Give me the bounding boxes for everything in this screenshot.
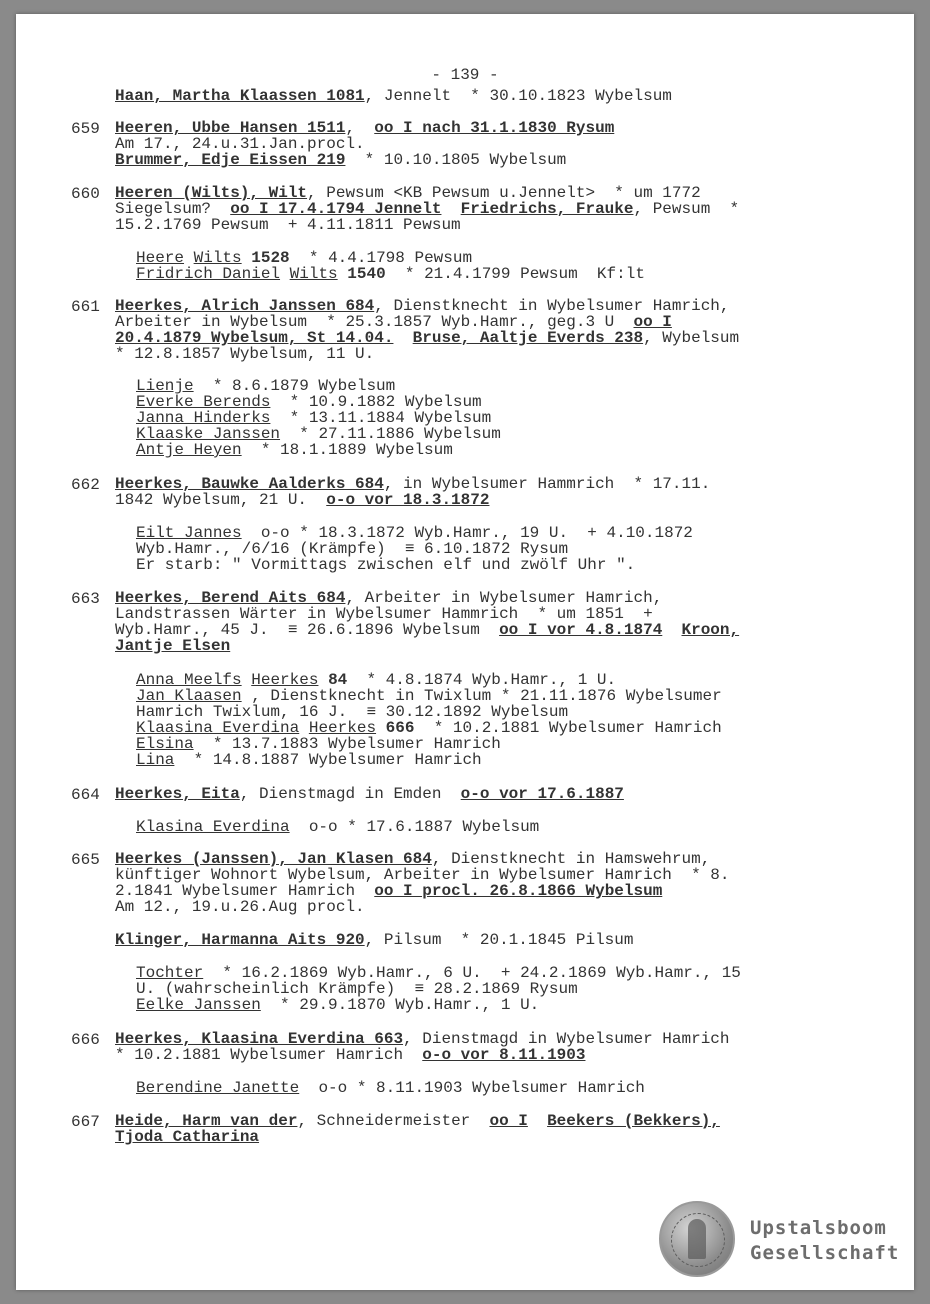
logo-line1: Upstalsboom: [750, 1217, 887, 1239]
entry-line: Everke Berends * 10.9.1882 Wybelsum: [136, 393, 482, 411]
entry-line: Wyb.Hamr., /6/16 (Krämpfe) ≡ 6.10.1872 Rysum: [136, 540, 569, 558]
entry-line: Landstrassen Wärter in Wybelsumer Hammrich * um 1851 +: [115, 605, 653, 623]
entry-line: Jan Klaasen , Dienstknecht in Twixlum * 21.11.1876 Wybelsumer: [136, 687, 722, 705]
entry-line: Am 17., 24.u.31.Jan.procl.: [115, 135, 365, 153]
entry-line: Tjoda Catharina: [115, 1128, 260, 1146]
entry-line: 15.2.1769 Pewsum + 4.11.1811 Pewsum: [115, 216, 461, 234]
entry-number: 659: [71, 120, 100, 138]
entry-line: Am 12., 19.u.26.Aug procl.: [115, 898, 365, 916]
document-page: [16, 14, 914, 1290]
entry-line: Er starb: " Vormittags zwischen elf und zwölf Uhr ".: [136, 556, 636, 574]
entry-line: Berendine Janette o-o * 8.11.1903 Wybelsumer Hamrich: [136, 1079, 645, 1097]
entry-line: Heerkes, Eita, Dienstmagd in Emden o-o vor 17.6.1887: [115, 785, 624, 803]
entry-line: künftiger Wohnort Wybelsum, Arbeiter in Wybelsumer Hamrich * 8.: [115, 866, 730, 884]
entry-line: Heerkes, Alrich Janssen 684, Dienstknecht in Wybelsumer Hamrich,: [115, 297, 730, 315]
entry-number: 662: [71, 476, 100, 494]
entry-line: Jantje Elsen: [115, 637, 231, 655]
entry-line: Heerkes (Janssen), Jan Klasen 684, Dienstknecht in Hamswehrum,: [115, 850, 711, 868]
entry-line: Anna Meelfs Heerkes 84 * 4.8.1874 Wyb.Hamr., 1 U.: [136, 671, 617, 689]
entry-line: Heerkes, Berend Aits 684, Arbeiter in Wybelsumer Hamrich,: [115, 589, 663, 607]
entry-line: U. (wahrscheinlich Krämpfe) ≡ 28.2.1869 Rysum: [136, 980, 578, 998]
entry-line: Eelke Janssen * 29.9.1870 Wyb.Hamr., 1 U.: [136, 996, 540, 1014]
entry-line: * 12.8.1857 Wybelsum, 11 U.: [115, 345, 375, 363]
entry-line: Lienje * 8.6.1879 Wybelsum: [136, 377, 396, 395]
entry-line: Brummer, Edje Eissen 219 * 10.10.1805 Wybelsum: [115, 151, 567, 169]
entry-number: 667: [71, 1113, 100, 1131]
entry-line: Heerkes, Klaasina Everdina 663, Dienstmagd in Wybelsumer Hamrich: [115, 1030, 730, 1048]
entry-line: * 10.2.1881 Wybelsumer Hamrich o-o vor 8.11.1903: [115, 1046, 586, 1064]
page-number: - 139 -: [431, 66, 499, 84]
entry-line: Heeren (Wilts), Wilt, Pewsum <KB Pewsum u.Jennelt> * um 1772: [115, 184, 701, 202]
entry-line: Tochter * 16.2.1869 Wyb.Hamr., 6 U. + 24.2.1869 Wyb.Hamr., 15: [136, 964, 741, 982]
entry-line: Heere Wilts 1528 * 4.4.1798 Pewsum: [136, 249, 473, 267]
entry-line: Antje Heyen * 18.1.1889 Wybelsum: [136, 441, 453, 459]
entry-line: Haan, Martha Klaassen 1081, Jennelt * 30.10.1823 Wybelsum: [115, 87, 672, 105]
entry-line: Hamrich Twixlum, 16 J. ≡ 30.12.1892 Wybelsum: [136, 703, 569, 721]
logo-line2: Gesellschaft: [750, 1242, 900, 1264]
entry-number: 666: [71, 1031, 100, 1049]
entry-line: 2.1841 Wybelsumer Hamrich oo I procl. 26.8.1866 Wybelsum: [115, 882, 663, 900]
entry-line: Klasina Everdina o-o * 17.6.1887 Wybelsum: [136, 818, 540, 836]
entry-line: Heide, Harm van der, Schneidermeister oo I Beekers (Bekkers),: [115, 1112, 720, 1130]
society-seal-icon: [659, 1201, 735, 1277]
entry-number: 665: [71, 851, 100, 869]
entry-number: 664: [71, 786, 100, 804]
entry-line: 20.4.1879 Wybelsum, St 14.04. Bruse, Aaltje Everds 238, Wybelsum: [115, 329, 740, 347]
entry-line: Elsina * 13.7.1883 Wybelsumer Hamrich: [136, 735, 501, 753]
entry-line: Janna Hinderks * 13.11.1884 Wybelsum: [136, 409, 492, 427]
entry-line: Lina * 14.8.1887 Wybelsumer Hamrich: [136, 751, 482, 769]
entry-number: 661: [71, 298, 100, 316]
entry-line: Siegelsum? oo I 17.4.1794 Jennelt Friedrichs, Frauke, Pewsum *: [115, 200, 740, 218]
entry-line: Arbeiter in Wybelsum * 25.3.1857 Wyb.Hamr., geg.3 U oo I: [115, 313, 672, 331]
entry-line: Wyb.Hamr., 45 J. ≡ 26.6.1896 Wybelsum oo I vor 4.8.1874 Kroon,: [115, 621, 740, 639]
entry-line: Heeren, Ubbe Hansen 1511, oo I nach 31.1.1830 Rysum: [115, 119, 615, 137]
entry-line: Klaasina Everdina Heerkes 666 * 10.2.1881 Wybelsumer Hamrich: [136, 719, 722, 737]
entry-line: 1842 Wybelsum, 21 U. o-o vor 18.3.1872: [115, 491, 490, 509]
entry-line: Klaaske Janssen * 27.11.1886 Wybelsum: [136, 425, 501, 443]
entry-line: Fridrich Daniel Wilts 1540 * 21.4.1799 Pewsum Kf:lt: [136, 265, 645, 283]
entry-number: 660: [71, 185, 100, 203]
entry-line: Heerkes, Bauwke Aalderks 684, in Wybelsumer Hammrich * 17.11.: [115, 475, 711, 493]
entry-line: Klinger, Harmanna Aits 920, Pilsum * 20.1.1845 Pilsum: [115, 931, 634, 949]
entry-line: Eilt Jannes o-o * 18.3.1872 Wyb.Hamr., 19 U. + 4.10.1872: [136, 524, 693, 542]
entry-number: 663: [71, 590, 100, 608]
